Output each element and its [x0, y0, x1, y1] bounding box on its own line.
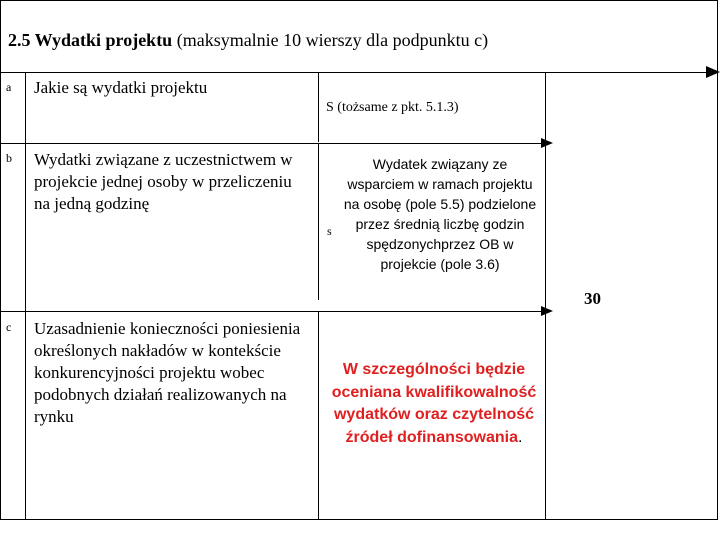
row-c-value-red: W szczególności będzie oceniana kwalifikowalność wydatków oraz czytelność źródeł dofinansowania [331, 361, 537, 446]
section-title [8, 30, 488, 51]
header-divider [0, 72, 712, 73]
row-c-middle-divider [318, 312, 319, 520]
section-title-rest: (maksymalnie 10 wierszy dla podpunktu c) [172, 30, 489, 50]
row-a-divider [0, 143, 548, 144]
row-b-prefix: s [327, 224, 332, 238]
points-value: 30 [584, 289, 601, 308]
row-b-divider [0, 311, 548, 312]
row-c-value-end: . [518, 428, 523, 446]
row-a-letter: a [6, 80, 12, 94]
row-b-middle-divider [318, 144, 319, 300]
row-a-middle-divider [318, 72, 319, 142]
row-c-letter: c [6, 320, 12, 334]
row-c-label: Uzasadnienie konieczności poniesienia określonych nakładów w kontekście konkurencyjności projektu wobec podobnych działań realizowanych na rynku [34, 319, 301, 426]
header-arrow-icon [706, 66, 720, 78]
row-b-letter: b [6, 151, 12, 165]
row-a-label: Jakie są wydatki projektu [34, 78, 208, 97]
row-b-arrow-icon [541, 306, 553, 316]
row-c-value [326, 359, 542, 449]
row-a-value: S (tożsame z pkt. 5.1.3) [326, 100, 459, 115]
section-title-bold: 2.5 Wydatki projektu [8, 30, 173, 50]
row-b-value: Wydatek związany ze wsparciem w ramach projektu na osobę (pole 5.5) podzielone przez średnią liczbę godzin spędzonychprzez OB w projekcie (pole 3.6) [343, 156, 537, 272]
letter-column-divider [25, 72, 26, 520]
row-a-arrow-icon [541, 138, 553, 148]
row-b-label: Wydatki związane z uczestnictwem w projekcie jednej osoby w przeliczeniu na jedną godzinę [34, 150, 293, 213]
